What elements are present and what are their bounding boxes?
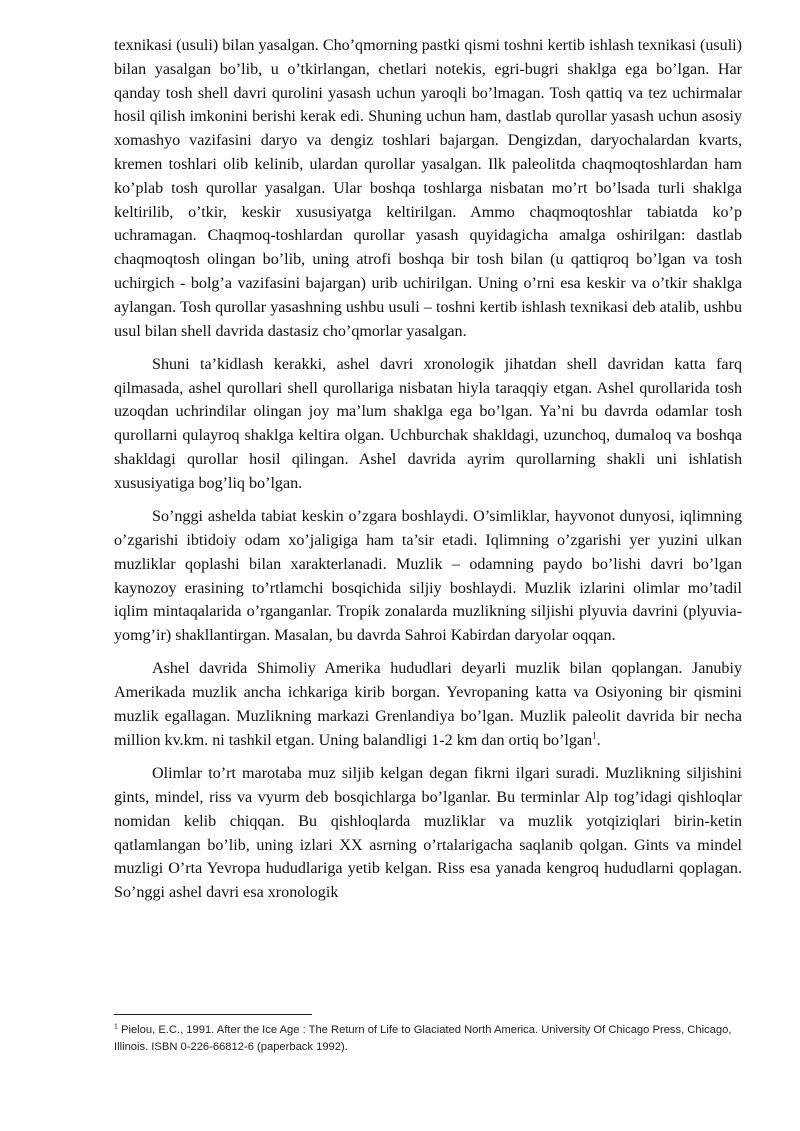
paragraph-3: So’nggi ashelda tabiat keskin o’zgara boshlaydi. O’simliklar, hayvonot dunyosi, iqlimning o’zgarishi ibtidoiy odam xo’jaligiga ham ta’sir etadi. Iqlimning o’zgarishi yer yuzini ulkan muzliklar qoplashi bilan xarakterlanadi. Muzlik – odamning paydo bo’lishi davri bo’lgan kaynozoy erasining to’rtlamchi bosqichida siljiy boshlaydi. Muzlik izlarini olimlar mo’tadil iqlim mintaqalarida o’rganganlar. Tropik zonalarda muzlikning siljishi plyuvia davrini (plyuvia-yomg’ir) shakllantirgan. Masalan, bu davrda Sahroi Kabirdan daryolar oqqan.: [114, 508, 742, 645]
paragraph-4-text: Ashel davrida Shimoliy Amerika hududlari deyarli muzlik bilan qoplangan. Janubiy Amerikada muzlik ancha ichkariga kirib borgan. Yevropaning katta va Osiyoning bir qismini muzlik egallagan. Muzlikning markazi Grenlandiya bo’lgan. Muzlik paleolit davrida bir necha million kv.km. ni tashkil etgan. Uning balandligi 1-2 km dan ortiq bo’lgan: [114, 660, 742, 749]
document-body: [114, 34, 742, 905]
footnote: [114, 1022, 742, 1056]
paragraph-4-end: .: [596, 731, 601, 749]
paragraph-4: [114, 657, 742, 752]
paragraph-5: Olimlar to’rt marotaba muz siljib kelgan degan fikrni ilgari suradi. Muzlikning siljishini gints, mindel, riss va vyurm deb bosqichlarga bo’lganlar. Bu terminlar Alp tog’idagi qishloqlar nomidan kelib chiqqan. Bu qishloqlarda muzliklar va muzlik yotqiziqlari birin-ketin qatlamlangan bo’lib, uning izlari XX asrning o’rtalarigacha saqlanib qolgan. Gints va mindel muzligi O’rta Yevropa hududlariga yetib kelgan. Riss esa yanada kengroq hududlarni qoplagan. So’nggi ashel davri esa xronologik: [114, 765, 742, 902]
footnote-marker: 1: [114, 1023, 118, 1031]
footnote-text: Pielou, E.C., 1991. After the Ice Age : The Return of Life to Glaciated North America. University Of Chicago Press, Chicago, Illinois. ISBN 0-226-66812-6 (paperback 1992).: [114, 1024, 732, 1053]
footnote-reference[interactable]: 1: [592, 730, 597, 741]
paragraph-2: Shuni ta’kidlash kerakki, ashel davri xronologik jihatdan shell davridan katta farq qilmasada, ashel qurollari shell qurollariga nisbatan hiyla taraqqiy etgan. Ashel qurollarida tosh uzoqdan uchrindilar olingan joy ma’lum shaklga ega bo’lgan. Ya’ni bu davrda odamlar tosh qurollarni qulayroq shaklga keltira olgan. Uchburchak shakldagi, uzunchoq, dumaloq va boshqa shakldagi qurollar hosil qilingan. Ashel davrida ayrim qurollarning shakli uni ishlatish xususiyatiga bog’liq bo’lgan.: [114, 355, 742, 492]
paragraph-1: texnikasi (usuli) bilan yasalgan. Cho’qmorning pastki qismi toshni kertib ishlash texnikasi (usuli) bilan yasalgan bo’lib, u o’tkirlangan, chetlari notekis, egri-bugri shaklga ega bo’lgan. Har qanday tosh shell davri qurolini yasash uchun yaroqli bo’lmagan. Tosh qattiq va tez uchirmalar hosil qilish imkonini berishi kerak edi. Shuning uchun ham, dastlab qurollar yasash uchun asosiy xomashyo vazifasini daryo va dengiz toshlari bajargan. Dengizdan, daryochalardan kvarts, kremen toshlari olib kelinib, ulardan qurollar yasalgan. Ilk paleolitda chaqmoqtoshlardan ham ko’plab tosh qurollar yasalgan. Ular boshqa toshlarga nisbatan mo’rt bo’lsada turli shaklga keltirilib, o’tkir, keskir xususiyatga keltirilgan. Ammo chaqmoqtoshlar tabiatda ko’p uchramagan. Chaqmoq-toshlardan qurollar yasash quyidagicha amalga oshirilgan: dastlab chaqmoqtosh olingan bo’lib, uning atrofi boshqa bir tosh bilan (u qattiqroq bo’lgan va tosh uchirgich - bolg’a vazifasini bajargan) urib uchirilgan. Uning o’rni esa keskir va o’tkir shaklga aylangan. Tosh qurollar yasashning ushbu usuli – toshni kertib ishlash texnikasi deb atalib, ushbu usul bilan shell davrida dastasiz cho’qmorlar yasalgan.: [114, 37, 742, 340]
footnote-divider: [114, 1014, 312, 1015]
